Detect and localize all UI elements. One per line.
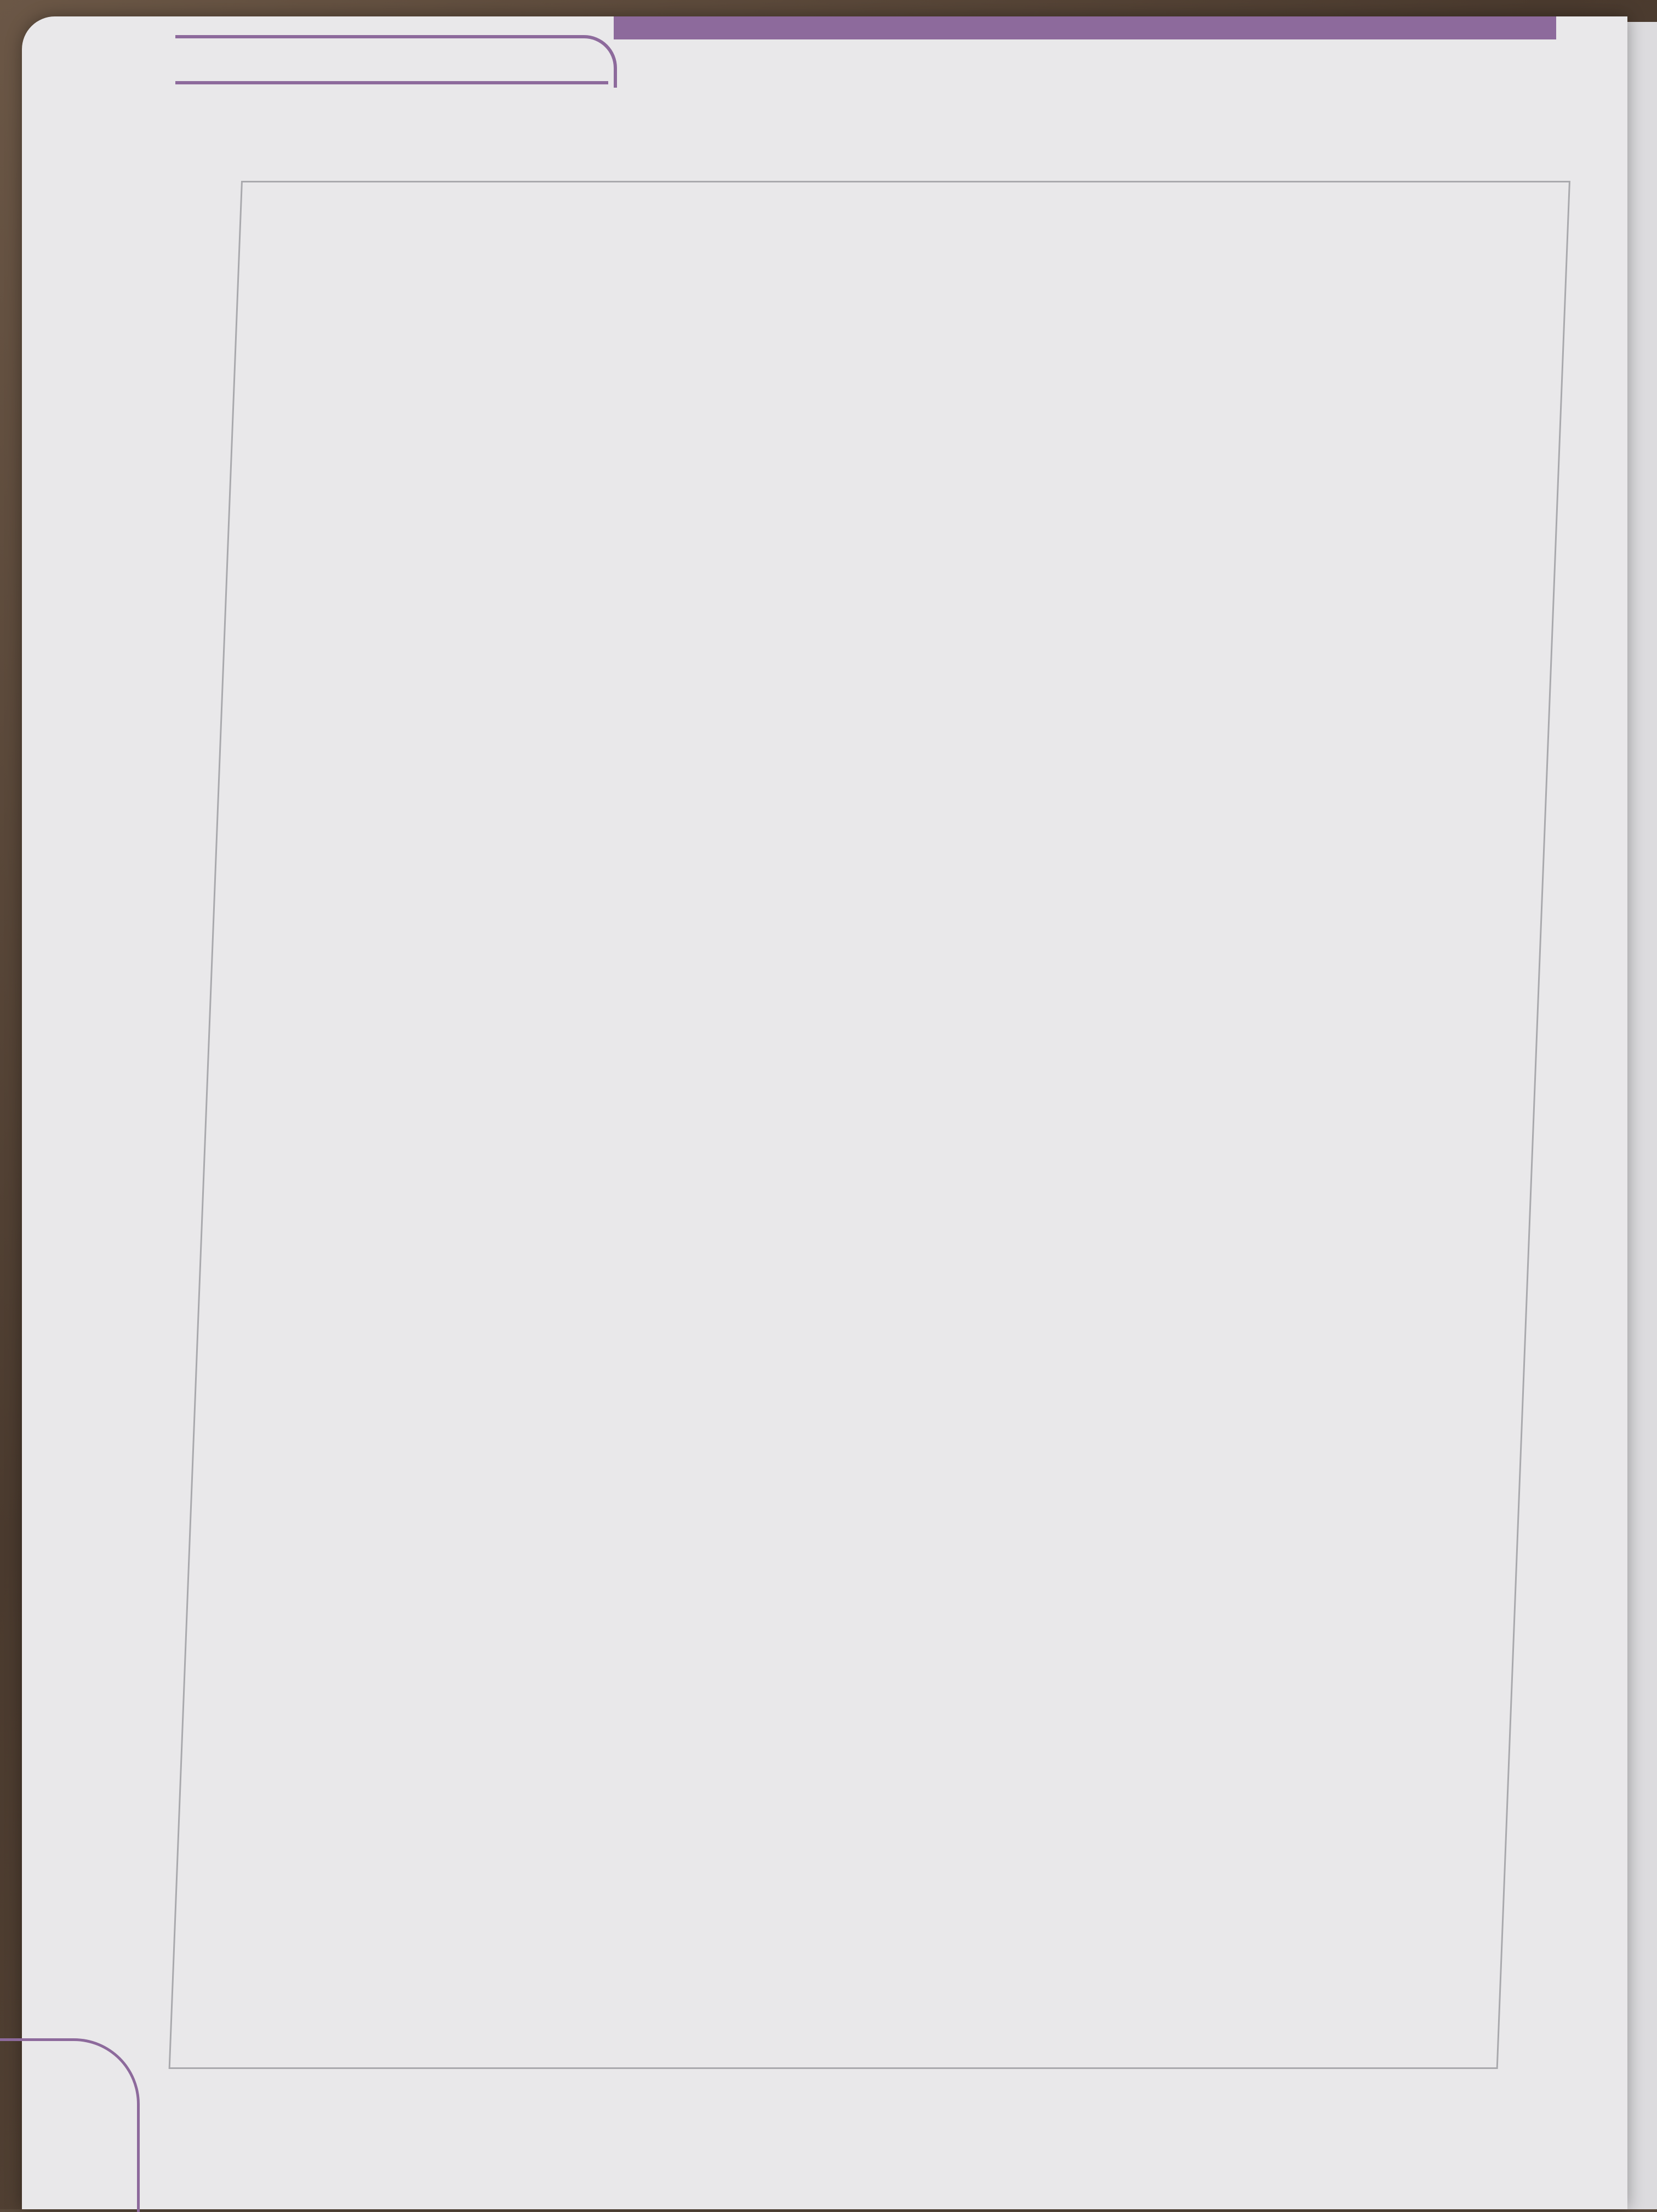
header-underline bbox=[175, 81, 608, 84]
header-tab bbox=[175, 35, 617, 88]
page-number-tab bbox=[0, 2038, 140, 2212]
verb-table bbox=[169, 181, 1570, 2069]
header-band bbox=[614, 16, 1556, 39]
